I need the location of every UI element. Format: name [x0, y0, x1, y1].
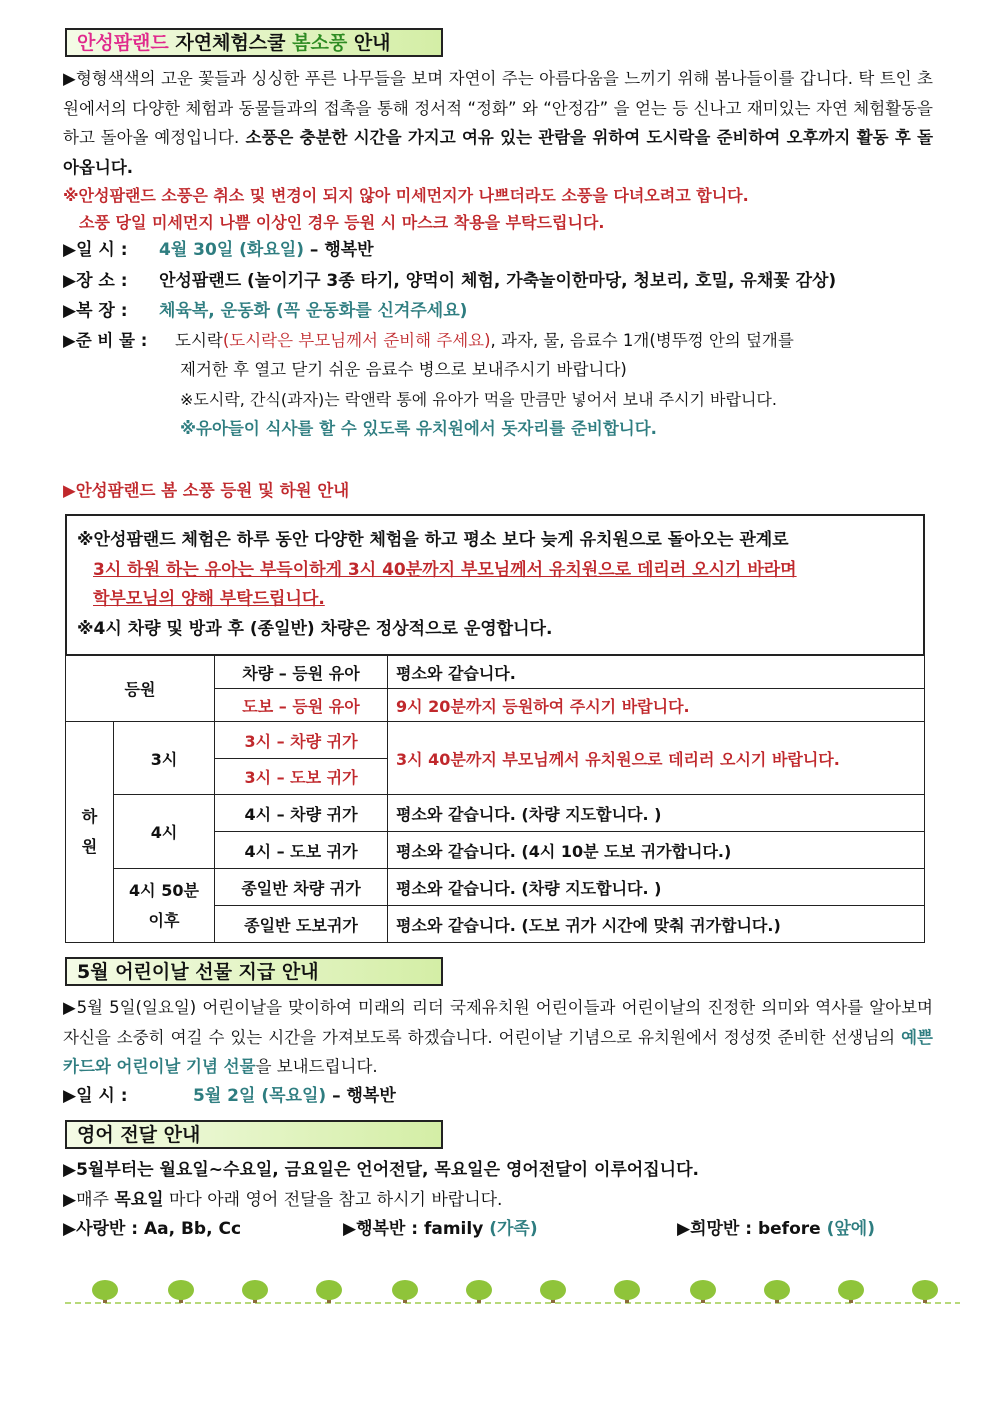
- class-haengbok-b: (가족): [489, 1219, 538, 1239]
- table-row: [66, 656, 925, 689]
- class-sarang: ▶사랑반 : Aa, Bb, Cc: [63, 1219, 242, 1239]
- row-note: 평소와 같습니다.: [388, 656, 925, 689]
- section-title-childrens-day: 5월 어린이날 선물 지급 안내: [65, 957, 443, 986]
- date-class: – 행복반: [303, 240, 374, 260]
- title-mid: 자연체험스쿨: [168, 32, 293, 54]
- prep-label: ▶준 비 물 :: [63, 331, 148, 350]
- cd-date-value: 5월 2일 (목요일): [193, 1086, 327, 1106]
- row-note: 평소와 같습니다. (차량 지도합니다. ): [388, 795, 925, 832]
- place-label: ▶장 소 :: [63, 271, 128, 291]
- tree-icon: [690, 1280, 716, 1303]
- row-note: 평소와 같습니다. (4시 10분 도보 귀가합니다.): [388, 832, 925, 869]
- row-type: 차량 – 등원 유아: [215, 656, 388, 689]
- picnic-date: [63, 236, 374, 265]
- english-line-2b: 목요일: [114, 1190, 164, 1210]
- row-note: 평소와 같습니다. (도보 귀가 시간에 맞춰 귀가합니다.): [388, 906, 925, 943]
- table-row: [66, 722, 925, 759]
- tree-icon: [316, 1280, 342, 1303]
- intro-bold: 소풍은 충분한 시간을 가지고 여유 있는 관람을 위하여 도시락을 준비하여 오후까지 활동 후 돌아옵니다.: [63, 128, 934, 177]
- tree-icon: [764, 1280, 790, 1303]
- group-450pm: [114, 869, 215, 943]
- notice-line-1: ※안성팜랜드 체험은 하루 동안 다양한 체험을 하고 평소 보다 늦게 유치원으로 돌아오는 관계로: [77, 530, 789, 550]
- picnic-clothes: [63, 297, 467, 326]
- prep-line-3: ※도시락, 간식(과자)는 락앤락 통에 유아가 먹을 만큼만 넣어서 보내 주시기 바랍니다.: [180, 390, 777, 409]
- row-note: 9시 20분까지 등원하여 주시기 바랍니다.: [388, 689, 925, 722]
- class-huimang-b: (앞에): [826, 1219, 875, 1239]
- group-4pm: 4시: [114, 795, 215, 869]
- group-450-b: 이후: [148, 910, 180, 930]
- prep-line-2: 제거한 후 열고 닫기 쉬운 음료수 병으로 보내주시기 바랍니다): [180, 360, 627, 379]
- picnic-place: [63, 267, 836, 296]
- tree-icon: [466, 1280, 492, 1303]
- tree-border-decoration: [65, 1278, 960, 1308]
- tree-icon: [168, 1280, 194, 1303]
- cd-body-b: 예쁜 카드와 어린이날 기념 선물: [63, 1027, 933, 1076]
- title-end: 안내: [347, 32, 391, 54]
- tree-icon: [912, 1280, 938, 1303]
- class-huimang: [677, 1215, 875, 1244]
- notice-line-4: ※4시 차량 및 방과 후 (종일반) 차량은 정상적으로 운영합니다.: [77, 618, 553, 639]
- table-row: [66, 795, 925, 832]
- arrive-group: 등원: [66, 656, 215, 722]
- prep-a: 도시락: [175, 331, 223, 350]
- intro-paragraph: [63, 64, 933, 182]
- row-type: 종일반 차량 귀가: [215, 869, 388, 906]
- english-line-1: ▶5월부터는 월요일~수요일, 금요일은 언어전달, 목요일은 영어전달이 이루어집니다.: [63, 1160, 699, 1180]
- group-3pm: 3시: [114, 722, 215, 795]
- section-title-english: 영어 전달 안내: [65, 1120, 443, 1149]
- prep-line-4: ※유아들이 식사를 할 수 있도록 유치원에서 돗자리를 준비합니다.: [180, 419, 657, 438]
- english-line-2a: ▶매주: [63, 1190, 115, 1210]
- date-label: ▶일 시 :: [63, 240, 128, 260]
- notice-line-2: 3시 하원 하는 유아는 부득이하게 3시 40분까지 부모님께서 유치원으로 데리러 오시기 바라며: [93, 559, 797, 580]
- place-value: 안성팜랜드 (놀이기구 3종 타기, 양먹이 체험, 가축놀이한마당, 청보리, 호밀, 유채꽃 감상): [159, 271, 837, 291]
- tree-icon: [614, 1280, 640, 1303]
- table-row: [66, 869, 925, 906]
- leave-label: 하원: [81, 807, 98, 856]
- tree-icon: [540, 1280, 566, 1303]
- title-green: 봄소풍: [292, 32, 348, 54]
- prep-c: , 과자, 물, 음료수 1개(병뚜껑 안의 덮개를: [490, 331, 794, 350]
- row-type: 도보 – 등원 유아: [215, 689, 388, 722]
- childrens-day-paragraph: [63, 993, 933, 1082]
- clothes-label: ▶복 장 :: [63, 301, 128, 321]
- notice-line-3: 학부모님의 양해 부탁드립니다.: [93, 589, 325, 609]
- warning-line-1: ※안성팜랜드 소풍은 취소 및 변경이 되지 않아 미세먼지가 나쁘더라도 소풍을 다녀오려고 합니다.: [63, 186, 749, 205]
- leave-group: [66, 722, 114, 943]
- row-type: 4시 – 도보 귀가: [215, 832, 388, 869]
- arrival-notice-box: [65, 514, 925, 656]
- tree-icon: [242, 1280, 268, 1303]
- row-note: 평소와 같습니다. (차량 지도합니다. ): [388, 869, 925, 906]
- row-type: 4시 – 차량 귀가: [215, 795, 388, 832]
- row-note: 3시 40분까지 부모님께서 유치원으로 데리러 오시기 바랍니다.: [388, 722, 925, 795]
- english-line-2: [63, 1186, 502, 1215]
- childrens-day-date: [63, 1082, 396, 1111]
- clothes-value: 체육복, 운동화 (꼭 운동화를 신겨주세요): [159, 301, 468, 321]
- date-value: 4월 30일 (화요일): [159, 240, 304, 260]
- class-haengbok: [343, 1215, 538, 1244]
- schedule-table: [65, 655, 925, 943]
- cd-body-c: 을 보내드립니다.: [255, 1057, 378, 1076]
- tree-icon: [392, 1280, 418, 1303]
- arrival-departure-heading: ▶안성팜랜드 봄 소풍 등원 및 하원 안내: [63, 481, 350, 500]
- english-line-2c: 마다 아래 영어 전달을 참고 하시기 바랍니다.: [163, 1190, 503, 1210]
- row-type: 3시 – 차량 귀가: [215, 722, 388, 759]
- cd-date-label: ▶일 시 :: [63, 1086, 128, 1106]
- row-type: 3시 – 도보 귀가: [215, 759, 388, 795]
- row-type: 종일반 도보귀가: [215, 906, 388, 943]
- section-title-spring-picnic: [65, 28, 443, 57]
- warning-line-2: 소풍 당일 미세먼지 나쁨 이상인 경우 등원 시 마스크 착용을 부탁드립니다.: [79, 213, 605, 232]
- class-haengbok-a: ▶행복반 : family: [343, 1219, 490, 1239]
- group-450-a: 4시 50분: [129, 880, 199, 900]
- class-huimang-a: ▶희망반 : before: [677, 1219, 827, 1239]
- intro-plain: ▶형형색색의 고운 꽃들과 싱싱한 푸른 나무들을 보며 자연이 주는 아름다움을 느끼기 위해 봄나들이를 갑니다. 탁 트인 초원에서의 다양한 체험과 동물들과의 접촉을 통해 정서적 “정화” 와 “안정감” 을 얻는 등 신나고 재미있는 자연 체험활동을 하고 돌아올 예정입니다.: [63, 69, 933, 147]
- cd-body-a: ▶5월 5일(일요일) 어린이날을 맞이하여 미래의 리더 국제유치원 어린이들과 어린이날의 진정한 의미와 역사를 알아보며 자신을 소중히 여길 수 있는 시간을 가져보도록 하겠습니다. 어린이날 기념으로 유치원에서 정성껏 준비한 선생님의: [63, 998, 933, 1047]
- title-pink: 안성팜랜드: [77, 32, 169, 54]
- tree-icon: [92, 1280, 118, 1303]
- cd-date-class: – 행복반: [326, 1086, 396, 1106]
- prep-b: (도시락은 부모님께서 준비해 주세요): [222, 331, 491, 350]
- tree-icon: [838, 1280, 864, 1303]
- picnic-prep: [63, 326, 794, 355]
